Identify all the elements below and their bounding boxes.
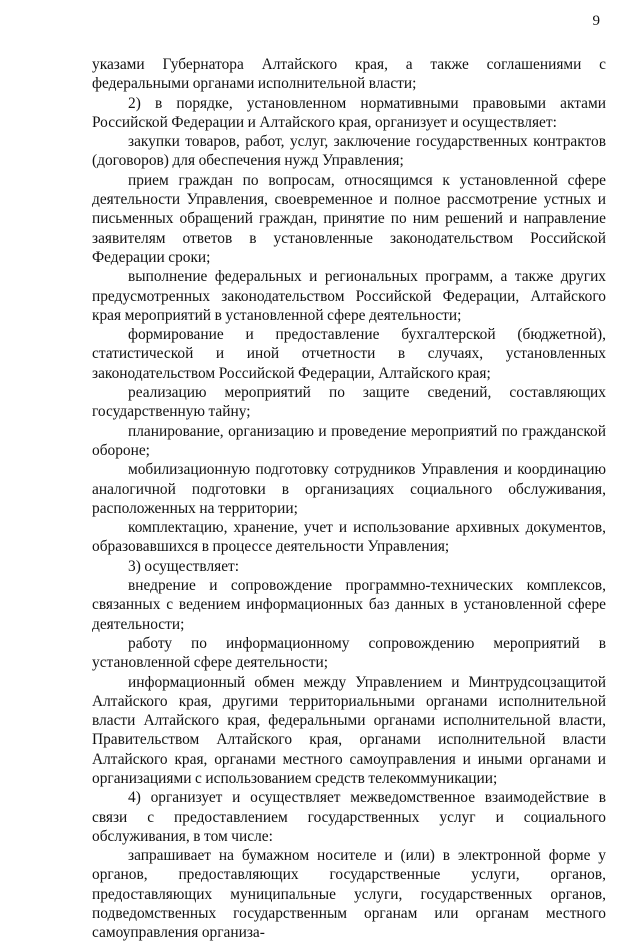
document-body [92,55,606,943]
paragraph-citizen-reception: прием граждан по вопросам, относящимся к установленной сфере деятельности Управления, своевременное и полное рассмотрение устных и письменных обращений граждан, принятие по ним решений и направление заявителям ответов в установленные законодательством Российской Федерации сроки; [92,171,606,266]
paragraph-state-secret: реализацию мероприятий по защите сведений, составляющих государственную тайну; [92,384,606,421]
paragraph-programs: выполнение федеральных и региональных программ, а также других предусмотренных законодательством Российской Федерации, Алтайского края мероприятий в установленной сфере деятельности; [92,268,606,324]
paragraph-item-2-intro: 2) в порядке, установленном нормативными правовыми актами Российской Федерации и Алтайского края, организует и осуществляет: [92,94,606,131]
paragraph-item-4-intro: 4) организует и осуществляет межведомственное взаимодействие в связи с предоставлением государственных услуг и социального обслуживания, в том числе: [92,789,606,845]
paragraph-requests: запрашивает на бумажном носителе и (или) в электронной форме у органов, предоставляющих государственные услуги, органов, предоставляющих муниципальные услуги, государственных органов, подведомственных государственным органам или органам местного самоуправления организа- [92,847,606,942]
paragraph-info-support: работу по информационному сопровождению мероприятий в установленной сфере деятельности; [92,634,606,672]
paragraph-reporting: формирование и предоставление бухгалтерской (бюджетной), статистической и иной отчетности в случаях, установленных законодательством Российской Федерации, Алтайского края; [92,326,606,382]
paragraph-archives: комплектацию, хранение, учет и использование архивных документов, образовавшихся в процессе деятельности Управления; [92,519,606,556]
paragraph-info-exchange: информационный обмен между Управлением и Минтрудсоцзащитой Алтайского края, другими территориальными органами исполнительной власти Алтайского края, федеральными органами исполнительной власти, Правительством Алтайского края, органами исполнительной власти Алтайского края, органами местного самоуправления и иными органами и организациями с использованием средств телекоммуникации; [92,673,606,787]
paragraph-procurement: закупки товаров, работ, услуг, заключение государственных контрактов (договоров) для обеспечения нужд Управления; [92,133,606,170]
paragraph-item-3-intro: 3) осуществляет: [128,557,240,575]
paragraph-mobilization: мобилизационную подготовку сотрудников Управления и координацию аналогичной подготовки в организациях социального обслуживания, расположенных на территории; [92,461,606,517]
paragraph-civil-defense: планирование, организацию и проведение мероприятий по гражданской обороне; [92,422,606,459]
paragraph-continuation: указами Губернатора Алтайского края, а также соглашениями с федеральными органами исполнительной власти; [92,56,606,93]
paragraph-software-complexes: внедрение и сопровождение программно-технических комплексов, связанных с ведением информационных баз данных в установленной сфере деятельности; [92,577,606,633]
page-number: 9 [592,13,600,29]
